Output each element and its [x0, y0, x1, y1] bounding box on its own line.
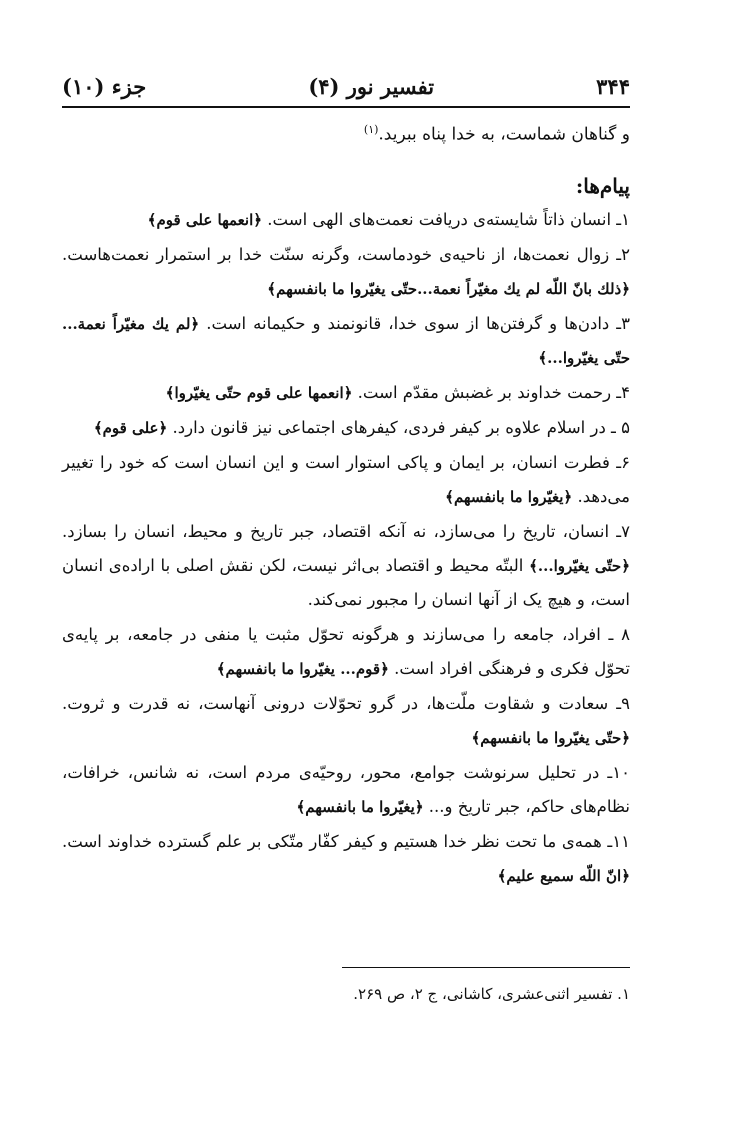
- message-text: ۵ ـ در اسلام علاوه بر کیفر فردی، کیفرهای اجتماعی نیز قانون دارد.: [167, 417, 630, 437]
- quran-quote: ﴿يغيّروا ما بانفسهم﴾: [445, 487, 573, 506]
- message-item: [62, 411, 630, 445]
- message-text: ۶ـ فطرت انسان، بر ایمان و پاکی استوار است و این انسان است که خود را تغییر می‌دهد.: [62, 452, 630, 506]
- message-text: ۱۱ـ همه‌ی ما تحت نظر خدا هستیم و کیفر کفّار متّکی بر علم گسترده خداوند است.: [62, 831, 630, 851]
- quran-quote: ﴿انعمها علی قوم﴾: [147, 210, 263, 229]
- message-item: [62, 825, 630, 893]
- message-continuation: البتّه محیط و اقتصاد بی‌اثر نیست، لکن نقش اصلی با اراده‌ی انسان است، و هیچ یک از آنها انسان را مجبور نمی‌کند.: [62, 555, 630, 609]
- message-text: ۱ـ انسان ذاتاً شایسته‌ی دریافت نعمت‌های الهی است.: [262, 209, 630, 229]
- quran-quote: ﴿حتّی يغيّروا...﴾: [529, 556, 630, 575]
- message-text: ۷ـ انسان، تاریخ را می‌سازد، نه آنکه اقتصاد، جبر تاریخ و محیط، انسان را بسازد.: [62, 521, 630, 541]
- message-item: [62, 756, 630, 824]
- messages-list: [62, 203, 630, 893]
- message-item: [62, 376, 630, 410]
- message-item: [62, 203, 630, 237]
- message-item: [62, 515, 630, 617]
- message-item: [62, 446, 630, 514]
- message-item: [62, 307, 630, 375]
- message-item: [62, 238, 630, 306]
- quran-quote: ﴿انعمها علی قوم حتّی يغيّروا﴾: [165, 383, 353, 402]
- quran-quote: ﴿حتّی يغيّروا ما بانفسهم﴾: [471, 728, 630, 747]
- footnote-ref: (۱): [363, 123, 379, 136]
- message-text: ۳ـ دادن‌ها و گرفتن‌ها از سوی خدا، قانونمند و حکیمانه است.: [199, 313, 630, 333]
- message-text: ۱۰ـ در تحلیل سرنوشت جوامع، محور، روحیّه‌ی مردم است، نه شانس، خرافات، نظام‌های حاکم، جبر تاریخ و...: [62, 762, 630, 816]
- quran-quote: ﴿ذلك بانّ اللّه لم يك مغيّراً نعمة...حتّی يغيّروا ما بانفسهم﴾: [267, 279, 630, 298]
- intro-text: و گناهان شماست، به خدا پناه ببرید.: [378, 124, 630, 145]
- footnote-divider: [342, 967, 630, 968]
- intro-line: [62, 116, 630, 149]
- running-header: [62, 72, 630, 108]
- message-text: ۹ـ سعادت و شقاوت ملّت‌ها، در گرو تحوّلات درونی آنهاست، نه قدرت و ثروت.: [62, 693, 630, 713]
- quran-quote: ﴿علی قوم﴾: [93, 418, 168, 437]
- footnote: ۱. تفسیر اثنی‌عشری، کاشانی، ج ۲، ص ۲۶۹.: [353, 985, 630, 1003]
- message-text: ۴ـ رحمت خداوند بر غضبش مقدّم است.: [352, 382, 630, 402]
- book-title: تفسیر نور (۴): [308, 74, 435, 99]
- quran-quote: ﴿قوم... يغيّروا ما بانفسهم﴾: [216, 659, 389, 678]
- page-body: [62, 72, 630, 894]
- quran-quote: ﴿انّ اللّه سميع عليم﴾: [497, 866, 630, 885]
- page-number: ۳۴۴: [596, 74, 630, 99]
- quran-quote: ﴿لم يك مغيّراً نعمة... حتّی يغيّروا...﴾: [62, 314, 630, 367]
- section-title: پیام‌ها:: [575, 173, 630, 198]
- part-label: جزء (۱۰): [62, 74, 147, 99]
- message-item: [62, 618, 630, 686]
- message-item: [62, 687, 630, 755]
- quran-quote: ﴿يغيّروا ما بانفسهم﴾: [296, 797, 424, 816]
- message-text: ۸ ـ افراد، جامعه را می‌سازند و هرگونه تحوّل مثبت یا منفی در جامعه، بر پایه‌ی تحوّل فکری و فرهنگی افراد است.: [62, 624, 630, 678]
- message-text: ۲ـ زوال نعمت‌ها، از ناحیه‌ی خودماست، وگرنه سنّت خدا بر استمرار نعمت‌هاست.: [62, 244, 630, 264]
